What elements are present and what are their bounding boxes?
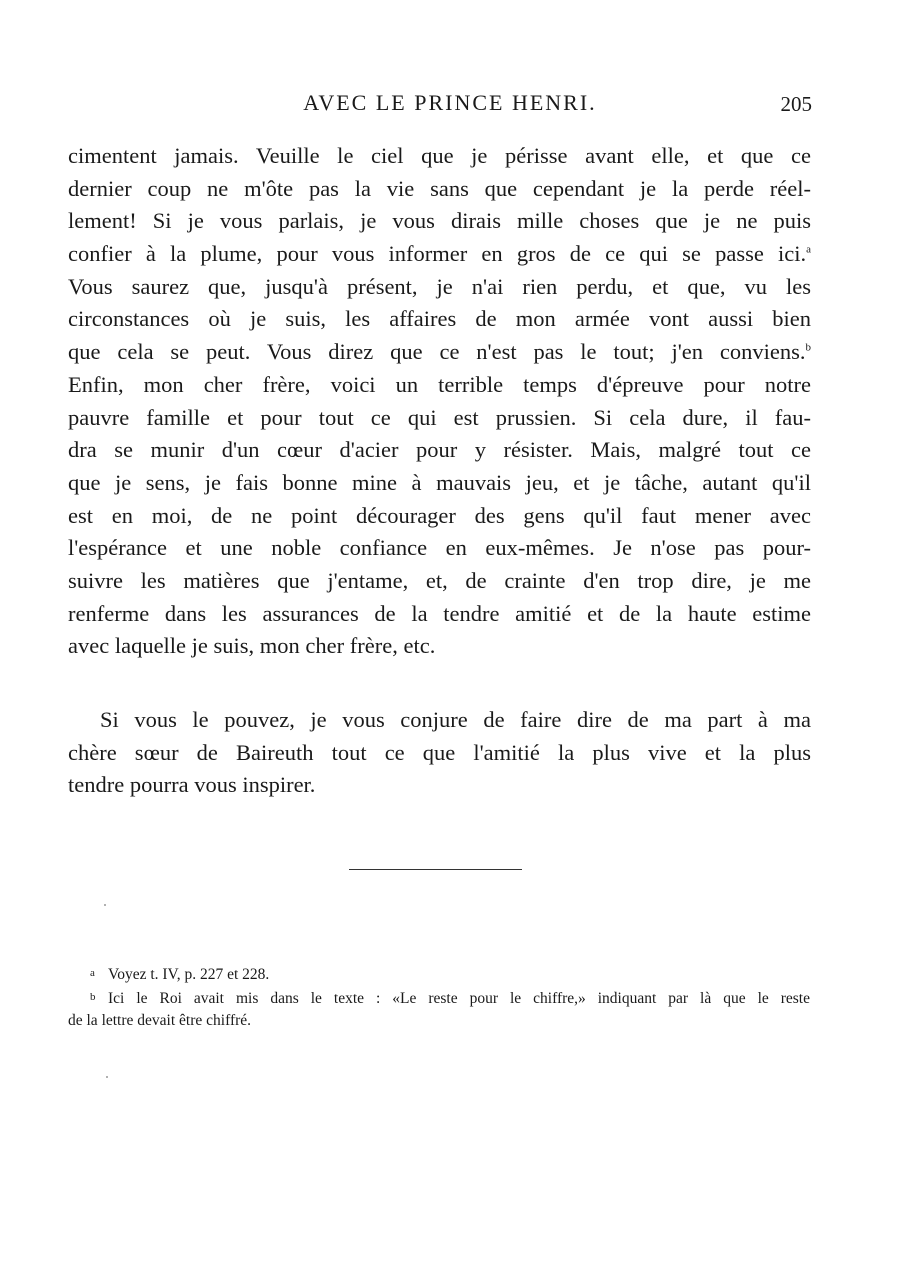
text-line: renferme dans les assurances de la tendre amitié et de la haute estime [68, 600, 811, 626]
footnote-text: Ici le Roi avait mis dans le texte : «Le reste pour le chiffre,» indiquant par là que le reste [108, 989, 810, 1007]
paper-speck [106, 1076, 108, 1078]
text-line [68, 238, 811, 271]
footnotes [68, 962, 810, 1033]
text-line: est en moi, de ne point décourager des gens qu'il faut mener avec [68, 502, 811, 528]
footnote-line [68, 962, 810, 986]
paper-speck [104, 904, 106, 906]
text-line: Vous saurez que, jusqu'à présent, je n'ai rien perdu, et que, vu les [68, 273, 811, 299]
section-divider [349, 869, 522, 870]
footnote-ref-b: b [805, 341, 811, 354]
text-line: circonstances où je suis, les affaires de mon armée vont aussi bien [68, 306, 811, 332]
page-number: 205 [780, 92, 812, 116]
text-line: dra se munir d'un cœur d'acier pour y résister. Mais, malgré tout ce [68, 437, 811, 463]
text-line: lement! Si je vous parlais, je vous dirais mille choses que je ne puis [68, 208, 811, 234]
postscript [68, 704, 811, 802]
running-title: AVEC LE PRINCE HENRI. [303, 90, 597, 115]
footnote-line [68, 986, 810, 1010]
text-segment: confier à la plume, pour vous informer en gros de ce qui se passe ici. [68, 241, 807, 267]
text-line: l'espérance et une noble confiance en eux-mêmes. Je n'ose pas pour- [68, 535, 811, 561]
text-line: cimentent jamais. Veuille le ciel que je périsse avant elle, et que ce [68, 143, 811, 168]
text-line: suivre les matières que j'entame, et, de crainte d'en trop dire, je me [68, 567, 811, 593]
text-line: Enfin, mon cher frère, voici un terrible temps d'épreuve pour notre [68, 371, 811, 397]
footnote-a [68, 962, 810, 986]
letter-body [68, 140, 811, 663]
footnote-line: de la lettre devait être chiffré. [68, 1012, 252, 1029]
text-line: dernier coup ne m'ôte pas la vie sans que cependant je la perde réel- [68, 175, 811, 201]
text-line: chère sœur de Baireuth tout ce que l'amitié la plus vive et la plus [68, 739, 811, 765]
footnote-marker: b [90, 990, 96, 1003]
footnote-ref-a: a [806, 243, 811, 256]
running-head [0, 90, 900, 122]
text-line: Si vous le pouvez, je vous conjure de faire dire de ma part à ma [100, 707, 811, 732]
footnote-marker: a [90, 967, 95, 979]
text-segment: que cela se peut. Vous direz que ce n'est pas le tout; j'en conviens. [68, 339, 806, 365]
text-line: avec laquelle je suis, mon cher frère, etc. [68, 633, 436, 659]
text-line: que je sens, je fais bonne mine à mauvais jeu, et je tâche, autant qu'il [68, 469, 811, 495]
footnote-b [68, 986, 810, 1033]
text-line: pauvre famille et pour tout ce qui est prussien. Si cela dure, il fau- [68, 404, 811, 430]
footnote-text: Voyez t. IV, p. 227 et 228. [108, 966, 270, 983]
text-line [68, 336, 811, 369]
text-line: tendre pourra vous inspirer. [68, 772, 316, 798]
